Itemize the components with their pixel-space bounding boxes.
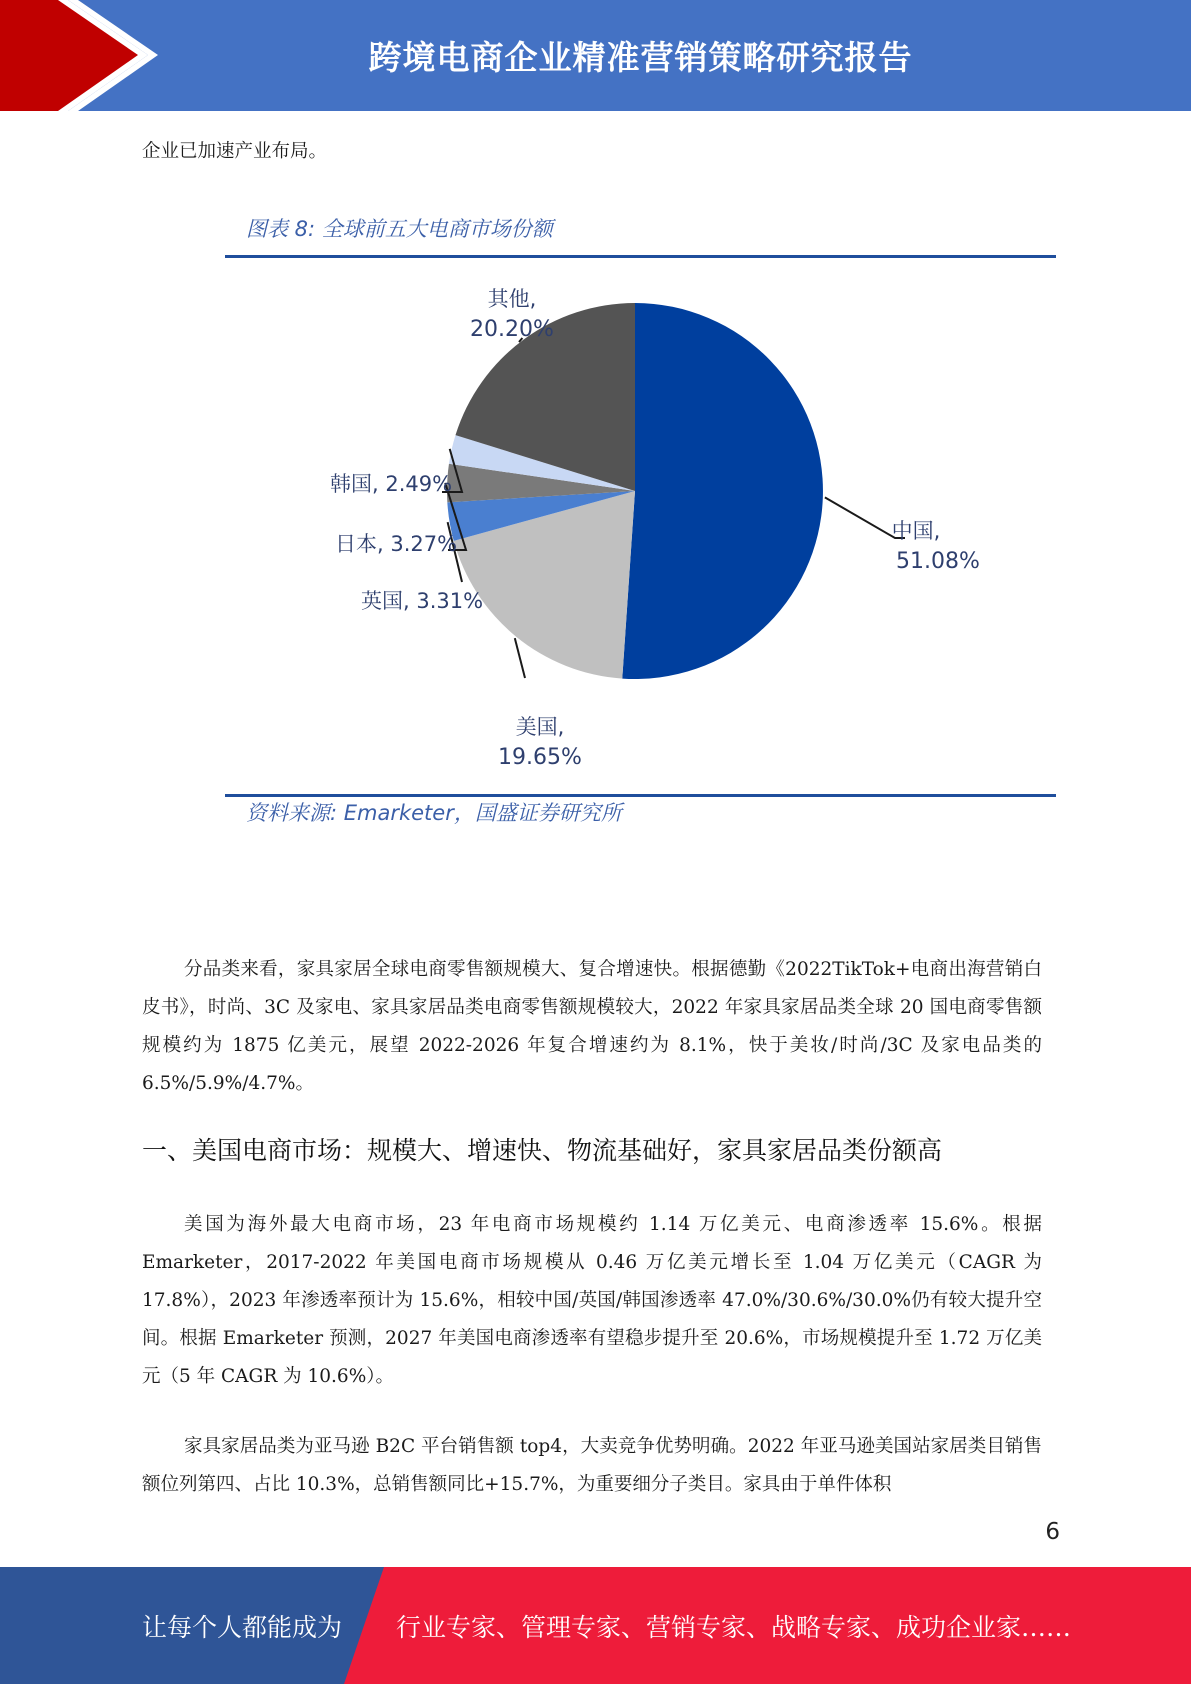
pie-chart: [180, 260, 1040, 780]
pie-leader-美国: [515, 638, 525, 678]
pie-label-uk: 英国, 3.31%: [361, 589, 484, 613]
pie-value-china: 51.08%: [896, 549, 980, 574]
page-number: 6: [1045, 1519, 1060, 1545]
pie-label-korea: 韩国, 2.49%: [330, 472, 453, 496]
pie-slice-中国: [622, 303, 823, 679]
report-title: 跨境电商企业精准营销策略研究报告: [368, 38, 913, 77]
paragraph-furniture: 家具家居品类为亚马逊 B2C 平台销售额 top4，大卖竞争优势明确。2022 年亚马逊美国站家居类目销售额位列第四、占比 10.3%，总销售额同比+15.7%，为重要细分子类目。家具由于单件体积: [142, 1436, 1042, 1495]
paragraph-category: 分品类来看，家具家居全球电商零售额规模大、复合增速快。根据德勤《2022TikTok+电商出海营销白皮书》，时尚、3C 及家电、家具家居品类电商零售额规模较大，2022 年家具家居品类全球 20 国电商零售额规模约为 1875 亿美元，展望 2022-2026 年复合增速约为 8.1%，快于美妆/时尚/3C 及家电品类的 6.5%/5.9%/4.7%。: [142, 959, 1042, 1094]
page-footer: [0, 1567, 1191, 1684]
figure-top-rule: [225, 255, 1056, 258]
footer-slogan-right: 行业专家、管理专家、营销专家、战略专家、成功企业家……: [396, 1612, 1072, 1642]
pie-label-china: 中国,: [891, 519, 941, 543]
pie-value-usa: 19.65%: [498, 745, 582, 770]
figure-title: 图表 8: 全球前五大电商市场份额: [246, 217, 553, 241]
pie-label-usa: 美国,: [515, 715, 565, 739]
section-heading: 一、美国电商市场：规模大、增速快、物流基础好，家具家居品类份额高: [142, 1136, 943, 1165]
pie-label-other: 其他,: [487, 287, 537, 311]
paragraph-intro: 企业已加速产业布局。: [142, 141, 328, 162]
figure-source: 资料来源: Emarketer，国盛证券研究所: [246, 801, 622, 825]
footer-slogan-left: 让每个人都能成为: [142, 1612, 343, 1642]
pie-slices: [447, 303, 823, 679]
pie-value-other: 20.20%: [470, 317, 554, 342]
paragraph-us-market: 美国为海外最大电商市场，23 年电商市场规模约 1.14 万亿美元、电商渗透率 15.6%。根据 Emarketer，2017-2022 年美国电商市场规模从 0.46 万亿美元增长至 1.04 万亿美元（CAGR 为 17.8%），2023 年渗透率预计为 15.6%，相较中国/英国/韩国渗透率 47.0%/30.6%/30.0%仍有较大提升空间。根据 Emarketer 预测，2027 年美国电商渗透率有望稳步提升至 20.6%，市场规模提升至 1.72 万亿美元（5 年 CAGR 为 10.6%）。: [142, 1214, 1042, 1387]
pie-label-japan: 日本, 3.27%: [335, 532, 458, 556]
page-header: [0, 0, 1191, 111]
